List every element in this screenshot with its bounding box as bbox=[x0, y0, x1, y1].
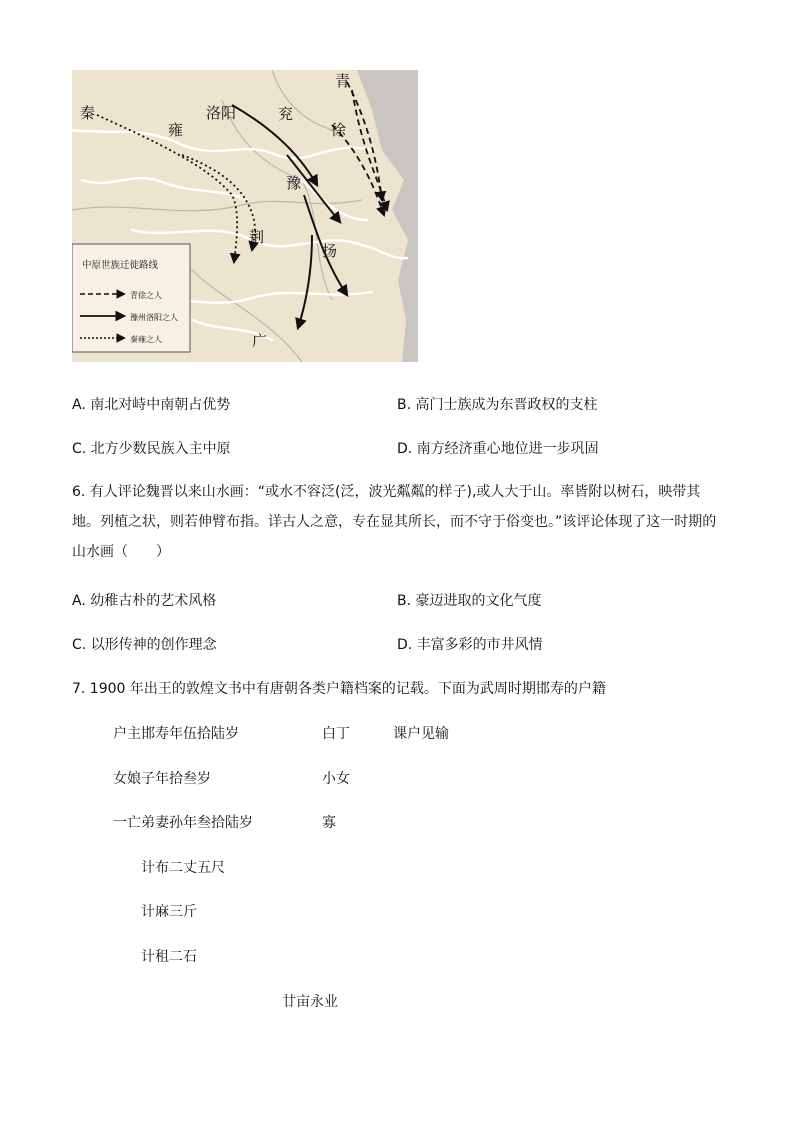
q6-stem: 6. 有人评论魏晋以来山水画：“或水不容泛(泛，波光粼粼的样子),或人大于山。率皆附以树石，映带其地。列植之状，则若伸臂布指。详古人之意，专在显其所长，而不守于俗变也。”该评论体现了这一时期的山水画（ ） bbox=[72, 484, 717, 560]
map-legend bbox=[72, 244, 190, 352]
q7-grain-tax: 计租二石 bbox=[141, 949, 197, 965]
q7-widow: 一亡弟妻孙年叁拾陆岁 bbox=[113, 815, 253, 831]
label-yang: 扬 bbox=[322, 242, 338, 260]
q7-daughter-status: 小女 bbox=[322, 771, 350, 787]
q7-permanent-land: 廿亩永业 bbox=[282, 994, 338, 1010]
q7-cloth-tax: 计布二丈五尺 bbox=[141, 860, 225, 876]
label-guang: 广 bbox=[252, 332, 268, 350]
q5-option-b[interactable]: B. 高门士族成为东晋政权的支柱 bbox=[397, 397, 598, 413]
q7-head-status: 白丁 bbox=[322, 726, 350, 742]
q7-stem: 7. 1900 年出王的敦煌文书中有唐朝各类户籍档案的记载。下面为武周时期邯寿的户籍 bbox=[72, 681, 606, 697]
label-xu: 徐 bbox=[331, 121, 347, 139]
q6-option-a[interactable]: A. 幼稚古朴的艺术风格 bbox=[72, 593, 217, 609]
q5-option-c[interactable]: C. 北方少数民族入主中原 bbox=[72, 441, 231, 457]
q5-option-d[interactable]: D. 南方经济重心地位进一步巩固 bbox=[397, 441, 599, 457]
label-yan: 兖 bbox=[278, 105, 294, 123]
label-qin: 秦 bbox=[80, 104, 96, 122]
label-qing: 青 bbox=[335, 72, 351, 90]
q7-hemp-tax: 计麻三斤 bbox=[141, 904, 197, 920]
legend-item-luoyang: 豫州洛阳之人 bbox=[130, 313, 178, 322]
q5-option-a[interactable]: A. 南北对峙中南朝占优势 bbox=[72, 397, 231, 413]
q7-tax-status: 课户见输 bbox=[393, 726, 449, 742]
q7-widow-status: 寡 bbox=[322, 815, 336, 831]
q6-option-d[interactable]: D. 丰富多彩的市井风情 bbox=[397, 637, 543, 653]
label-luoyang: 洛阳 bbox=[206, 104, 237, 122]
label-yu: 豫 bbox=[286, 174, 302, 192]
q7-household-head: 户主邯寿年伍拾陆岁 bbox=[113, 726, 239, 742]
label-jing: 荆 bbox=[249, 228, 265, 246]
q6-option-b[interactable]: B. 豪迈进取的文化气度 bbox=[397, 593, 542, 609]
q6-option-c[interactable]: C. 以形传神的创作理念 bbox=[72, 637, 217, 653]
legend-item-qingxu: 青徐之人 bbox=[130, 291, 162, 300]
migration-map bbox=[72, 70, 418, 362]
label-yong: 雍 bbox=[168, 121, 184, 139]
q7-daughter: 女娘子年拾叁岁 bbox=[113, 771, 211, 787]
legend-title: 中原世族迁徙路线 bbox=[82, 260, 159, 271]
legend-item-qinyong: 秦雍之人 bbox=[130, 335, 162, 344]
